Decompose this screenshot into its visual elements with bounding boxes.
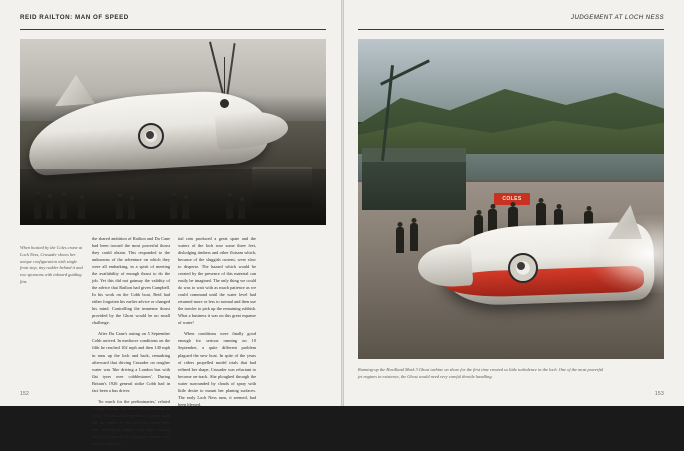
person-figure [116, 197, 123, 219]
right-header-rule [358, 29, 664, 30]
left-page [0, 0, 342, 446]
left-column-2 [178, 235, 256, 451]
person-figure [78, 199, 85, 219]
left-photo-caption: When hoisted by the Coles crane at Loch Ness, Crusader shows her unique configuration with single front step, tiny rudder behind it and two sponsons with inboard guiding fins. [20, 245, 83, 285]
person-figure [60, 196, 67, 219]
paragraph: After Du Cane's outing on 5 September Cobb arrived. In mediocre conditions on the fifth he reached 102 mph and then 140 mph in runs up the loch and back, remarking afterward that driving Crusader on rougher water was 'like driving a London bus with flat tyres over cobblestones'. During Britain's 1926 general strike Cobb had in fact been a bus driver. [92, 331, 170, 393]
person-figure [238, 201, 245, 219]
person-figure [226, 197, 233, 219]
left-folio: 152 [20, 391, 30, 397]
person-figure [128, 200, 135, 219]
person-figure [46, 198, 53, 219]
person-figure [34, 195, 41, 219]
photo-boat-shed [362, 148, 466, 210]
right-running-head: JUDGEMENT AT LOCH NESS [570, 14, 664, 21]
right-page [342, 0, 684, 406]
paragraph: tial rain produced a great spate and the waters of the loch rose some three feet, dislodging timbers and other flotsam which, because of the sluggish current, were slow to disperse. The hazard which would be created by the presence of this material can easily be imagined. The only thing we could do was to wait with as much patience as we could command until the water level had returned more or less to normal and then use the trawler to pick up the remaining rubbish. What a business it was on this great expanse of water! [178, 236, 256, 326]
right-photo-caption: Running-up the Havilland Mark 3 Ghost turbine on shore for the first time created so little turbulence in the loch. One of the most powerful jet engines in existence, the Ghost would need very careful throttle handling. [358, 367, 604, 379]
paragraph: When conditions were finally good enough for serious running on 10 September, a quite different problem plagued the new boat. In spite of the years of riders propelled model trials that had refined her shape, Crusader was reluctant to become on-track. She ploughed through the water surrounded by clouds of spray with little desire to mount her planing surfaces. The early Loch Ness runs, it seemed, had been blessed. [178, 331, 256, 407]
photo-shed-roof [362, 148, 466, 162]
person-figure [396, 227, 404, 253]
right-folio: 153 [654, 391, 664, 397]
person-figure [410, 223, 418, 251]
boat-roundel [508, 253, 538, 283]
paragraph: 'So much for the preliminaries,' related George Eyston, 'but there was a calamity to come. Torrential rain produced a great spate and the waters of the loch rose some three feet, dislodging timbers and other flotsam which, because of the sluggish current, were slow to disperse.' [92, 398, 170, 446]
left-text-block [20, 235, 326, 451]
crane-hook-icon [220, 99, 229, 108]
person-figure [170, 196, 177, 219]
coles-crane-sign-label: COLES [502, 195, 522, 202]
turbine-exhaust-spray [590, 215, 664, 293]
left-header-rule [20, 29, 326, 30]
photo-ghost-turbine-run [358, 39, 664, 359]
photo-crowd [20, 175, 326, 219]
person-figure [182, 199, 189, 219]
boat-roundel [138, 123, 164, 149]
left-column-1 [92, 235, 170, 451]
photo-crusader-on-crane [20, 39, 326, 225]
left-running-head: REID RAILTON: MAN OF SPEED [20, 14, 129, 21]
paragraph: the shared ambition of Railton and Du Cane had been toward the most powerful thrust they could obtain. This responded to the unknowns of the adventure on which they were all embarking, in a spirit of meeting the availability of enough thrust to do the job. Yet this did not gainsay the validity of the advice that Railton had given Campbell. In his work on the Cobb boat, Reid had either forgotten his earlier advice or changed his mind. Controlling the immense thrust provided by the Ghost would be no small challenge. [92, 236, 170, 326]
